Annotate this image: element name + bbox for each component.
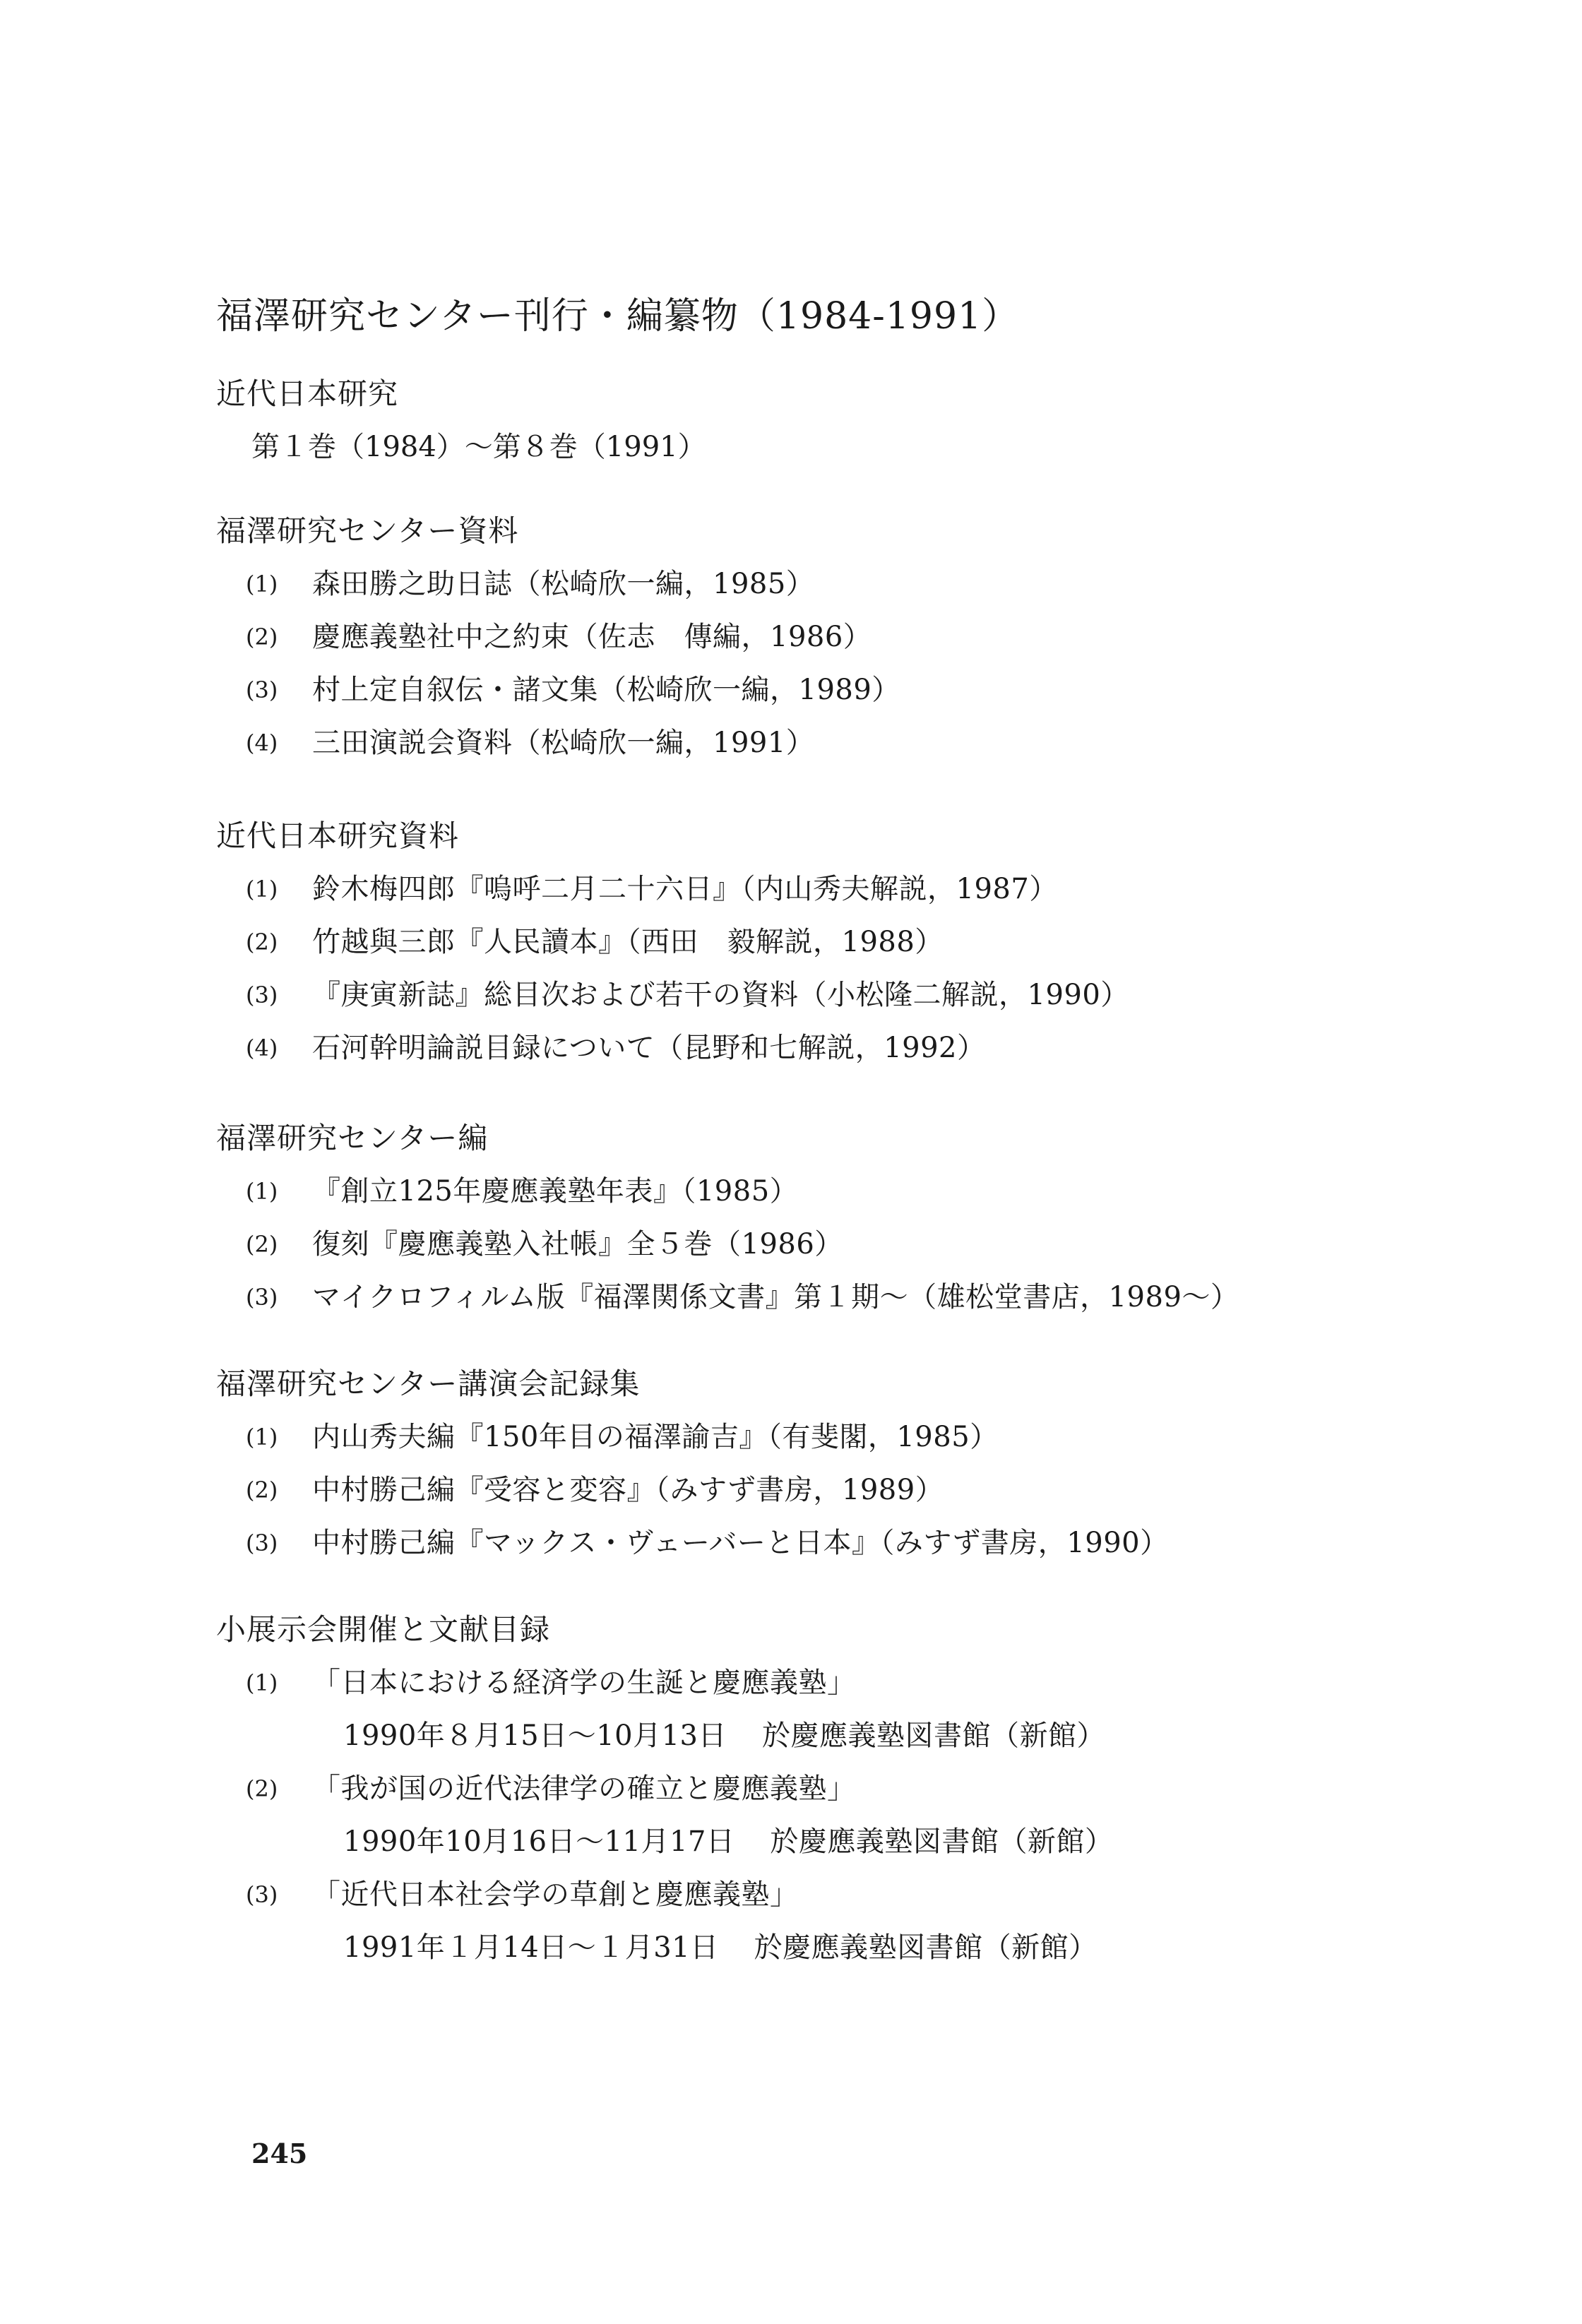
list-item	[216, 1223, 1487, 1276]
item-text: 「日本における経済学の生誕と慶應義塾」	[312, 1667, 856, 1699]
item-text: 慶應義塾社中之約束（佐志 傳編，1986）	[312, 621, 872, 653]
section-tenjikai	[216, 1609, 1487, 1979]
list-item	[216, 563, 1487, 616]
volume-range: 第１巻（1984）～第８巻（1991）	[251, 431, 706, 463]
item-number: (2)	[246, 929, 278, 955]
list-item	[216, 1416, 1487, 1469]
item-number: (1)	[246, 876, 278, 902]
item-text: 復刻『慶應義塾入社帳』全５巻（1986）	[312, 1228, 843, 1261]
item-number: (1)	[246, 1424, 278, 1450]
section-koenkai-kirokushu	[216, 1363, 1487, 1575]
section-center-shiryo	[216, 510, 1487, 775]
list-item	[216, 1873, 1487, 1926]
item-number: (3)	[246, 982, 278, 1008]
item-number: (4)	[246, 1035, 278, 1061]
list-item	[216, 1170, 1487, 1223]
section-kindai-nihon-kenkyu	[216, 373, 1487, 479]
item-text: 内山秀夫編『150年目の福澤諭吉』（有斐閣，1985）	[312, 1421, 999, 1453]
list-item	[216, 974, 1487, 1027]
item-number: (2)	[246, 1477, 278, 1503]
list-item	[216, 1662, 1487, 1715]
exhibition-schedule	[216, 1926, 1487, 1979]
list-item	[216, 921, 1487, 974]
item-number: (1)	[246, 1669, 278, 1696]
item-text: 『創立125年慶應義塾年表』（1985）	[312, 1175, 799, 1208]
item-text: 鈴木梅四郎『嗚呼二月二十六日』（内山秀夫解説，1987）	[312, 873, 1058, 905]
section-heading: 福澤研究センター編	[216, 1121, 489, 1155]
item-text: 「我が国の近代法律学の確立と慶應義塾」	[312, 1772, 856, 1805]
item-number: (4)	[246, 729, 278, 756]
section-heading: 近代日本研究	[216, 376, 399, 411]
item-number: (1)	[246, 1178, 278, 1205]
page-title: 福澤研究センター刊行・編纂物（1984-1991）	[216, 295, 1020, 338]
item-number: (3)	[246, 677, 278, 703]
item-text: 中村勝己編『マックス・ヴェーバーと日本』（みすず書房，1990）	[312, 1527, 1169, 1559]
section-center-hen	[216, 1117, 1487, 1329]
section-kindai-shiryo	[216, 815, 1487, 1080]
section-heading: 小展示会開催と文献目録	[216, 1612, 551, 1647]
section-heading: 近代日本研究資料	[216, 818, 460, 853]
item-text: 「近代日本社会学の草創と慶應義塾」	[312, 1878, 799, 1911]
item-number: (2)	[246, 1231, 278, 1258]
section-heading: 福澤研究センター資料	[216, 513, 519, 548]
exhibition-venue: 於慶應義塾図書館（新館）	[754, 1931, 1098, 1964]
list-item	[216, 868, 1487, 921]
item-number: (3)	[246, 1284, 278, 1311]
item-text: 村上定自叙伝・諸文集（松崎欣一編，1989）	[312, 674, 900, 706]
section-heading: 福澤研究センター講演会記録集	[216, 1366, 641, 1401]
exhibition-venue: 於慶應義塾図書館（新館）	[770, 1825, 1114, 1858]
list-item	[216, 1469, 1487, 1522]
list-item	[216, 616, 1487, 669]
list-item	[216, 1027, 1487, 1080]
item-text: 石河幹明論説目録について（昆野和七解説，1992）	[312, 1032, 986, 1064]
exhibition-date: 1990年８月15日～10月13日	[343, 1720, 727, 1752]
item-number: (2)	[246, 1775, 278, 1802]
exhibition-venue: 於慶應義塾図書館（新館）	[762, 1720, 1105, 1752]
item-number: (3)	[246, 1530, 278, 1556]
item-number: (2)	[246, 624, 278, 650]
list-item	[216, 1768, 1487, 1821]
exhibition-schedule	[216, 1821, 1487, 1873]
item-text: 竹越與三郎『人民讀本』（西田 毅解説，1988）	[312, 926, 944, 958]
exhibition-date: 1990年10月16日～11月17日	[343, 1825, 735, 1858]
item-text: 森田勝之助日誌（松崎欣一編，1985）	[312, 568, 815, 600]
item-text: 中村勝己編『受容と変容』（みすず書房，1989）	[312, 1474, 944, 1506]
list-item	[216, 1522, 1487, 1575]
exhibition-date: 1991年１月14日～１月31日	[343, 1931, 719, 1964]
item-text: 『庚寅新誌』総目次および若干の資料（小松隆二解説，1990）	[312, 979, 1129, 1011]
list-item	[216, 722, 1487, 775]
item-number: (1)	[246, 571, 278, 597]
item-text: 三田演説会資料（松崎欣一編，1991）	[312, 727, 815, 759]
list-item	[216, 669, 1487, 722]
page-number: 245	[251, 2138, 308, 2169]
list-item	[216, 1276, 1487, 1329]
item-number: (3)	[246, 1881, 278, 1908]
item-text: マイクロフィルム版『福澤関係文書』第１期～（雄松堂書店，1989～）	[312, 1281, 1239, 1313]
exhibition-schedule	[216, 1715, 1487, 1768]
